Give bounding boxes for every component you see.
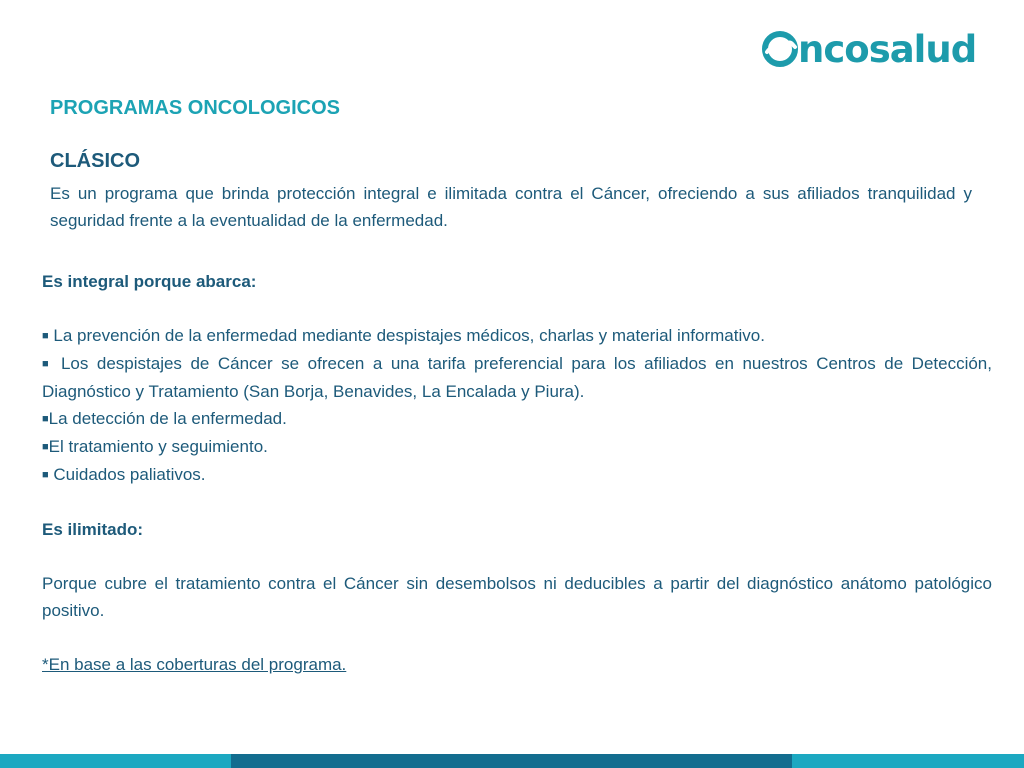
brand-name: ncosalud [798, 27, 977, 71]
footer-bar [0, 754, 1024, 768]
list-item-text: Los despistajes de Cáncer se ofrecen a una tarifa preferencial para los afiliados en nuestros Centros de Detección, Diagnóstico y Tratamiento (San Borja, Benavides, La Encalada y Piura). [42, 354, 992, 401]
spacer [42, 295, 992, 322]
oncosalud-logo-icon [762, 30, 798, 68]
square-bullet-icon: ■ [42, 441, 49, 453]
square-bullet-icon: ■ [42, 358, 53, 370]
spacer [42, 543, 992, 570]
footer-segment-right [792, 754, 1024, 768]
list-item-text: La prevención de la enfermedad mediante despistajes médicos, charlas y material informativo. [48, 326, 765, 345]
program-details [42, 268, 992, 678]
list-item-text: La detección de la enfermedad. [48, 409, 287, 428]
list-item [42, 405, 992, 433]
list-item [42, 461, 992, 489]
spacer [42, 489, 992, 516]
page-title: PROGRAMAS ONCOLOGICOS [50, 97, 341, 119]
integral-title: Es integral porque abarca: [42, 272, 257, 291]
spacer [42, 624, 992, 651]
program-description: Es un programa que brinda protección integral e ilimitada contra el Cáncer, ofreciendo a sus afiliados tranquilidad y seguridad frente a la eventualidad de la enfermedad. [50, 184, 972, 230]
square-bullet-icon: ■ [42, 469, 49, 481]
list-item [42, 322, 992, 350]
list-item [42, 433, 992, 461]
unlimited-text: Porque cubre el tratamiento contra el Cáncer sin desembolsos ni deducibles a partir del diagnóstico anátomo patológico positivo. [42, 574, 992, 620]
list-item [42, 350, 992, 405]
square-bullet-icon: ■ [42, 330, 49, 342]
footer-segment-middle [231, 754, 792, 768]
coverage-footnote-link[interactable]: *En base a las coberturas del programa. [42, 655, 347, 674]
oncosalud-logo [762, 27, 977, 71]
program-name: CLÁSICO [50, 150, 140, 172]
list-item-text: El tratamiento y seguimiento. [48, 437, 268, 456]
list-item-text: Cuidados paliativos. [48, 465, 206, 484]
square-bullet-icon: ■ [42, 413, 49, 425]
unlimited-title: Es ilimitado: [42, 520, 144, 539]
footer-segment-left [0, 754, 231, 768]
